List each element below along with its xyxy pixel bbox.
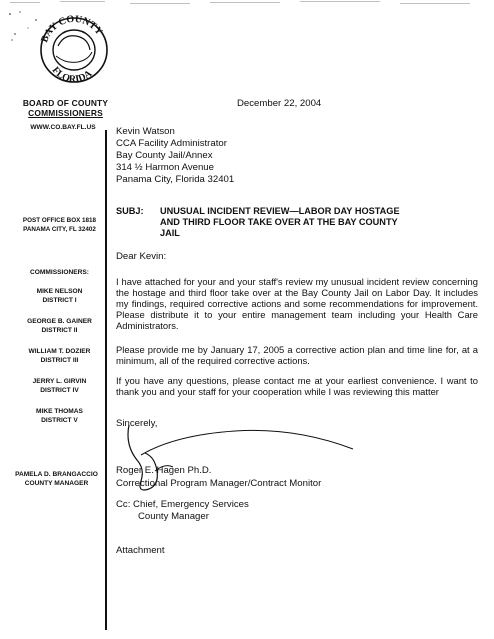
board-name-line2: COMMISSIONERS	[28, 108, 103, 118]
commissioner-name: MIKE NELSON	[36, 288, 83, 295]
subject-text	[160, 206, 494, 239]
commissioner-entry	[12, 347, 107, 365]
commissioner-district: DISTRICT III	[40, 357, 79, 364]
commissioner-entry	[12, 317, 107, 335]
commissioner-district: DISTRICT V	[41, 417, 78, 424]
commissioner-entry	[12, 407, 107, 425]
commissioner-district: DISTRICT IV	[40, 387, 79, 394]
county-manager-name: PAMELA D. BRANGACCIO	[15, 471, 98, 478]
commissioner-district: DISTRICT I	[42, 297, 77, 304]
salutation: Dear Kevin:	[116, 251, 167, 262]
closing: Sincerely,	[116, 418, 158, 429]
body-paragraph: I have attached for your and your staff's review my unusual incident review concerning the hostage and third floor take over at the Bay County Jail on Labor Day. It includes my findings, required corrective actions and some recommendations for improvement. Please distribute it to your entire management team including your Health Care Administrators.	[116, 276, 478, 331]
attachment-note: Attachment	[116, 545, 165, 556]
signer-title: Correctional Program Manager/Contract Monitor	[116, 478, 322, 489]
cc-block	[116, 499, 249, 523]
recipient-address	[116, 126, 234, 186]
county-manager-block	[8, 470, 105, 488]
commissioner-name: GEORGE B. GAINER	[27, 318, 92, 325]
subject-line: UNUSUAL INCIDENT REVIEW—LABOR DAY HOSTAGE	[160, 206, 400, 216]
website-link[interactable]: WWW.CO.BAY.FL.US	[30, 124, 96, 131]
body-paragraph: If you have any questions, please contact me at your earliest convenience. I want to thank you and your staff for your cooperation while I was reviewing this matter	[116, 375, 478, 397]
recipient-line: Kevin Watson	[116, 126, 175, 137]
letter-date: December 22, 2004	[237, 98, 322, 109]
commissioner-name: WILLIAM T. DOZIER	[28, 348, 91, 355]
cc-line: County Manager	[138, 511, 209, 522]
recipient-line: 314 ½ Harmon Avenue	[116, 162, 214, 173]
body-paragraph: Please provide me by January 17, 2005 a corrective action plan and time line for, at a minimum, all of the required corrective actions.	[116, 344, 478, 366]
subject-line: JAIL	[160, 228, 180, 238]
signer-name: Roger E. Hagen Ph.D.	[116, 465, 212, 476]
recipient-line: Bay County Jail/Annex	[116, 150, 213, 161]
seal-text-top: BAY COUNTY	[39, 13, 105, 45]
signature-block	[116, 464, 321, 490]
svg-text:FLORIDA	[50, 65, 95, 85]
board-name-line1: BOARD OF COUNTY	[22, 98, 109, 108]
seal-text-bottom: FLORIDA	[49, 64, 95, 86]
county-seal-logo	[6, 6, 118, 92]
commissioners-list	[12, 268, 107, 437]
letterhead-divider	[105, 130, 107, 630]
board-name	[18, 98, 113, 118]
recipient-line: Panama City, Florida 32401	[116, 174, 235, 185]
handwritten-signature	[115, 405, 365, 505]
po-city-line: PANAMA CITY, FL 32402	[23, 226, 96, 233]
cc-line: Cc: Chief, Emergency Services	[116, 499, 249, 510]
recipient-line: CCA Facility Administrator	[116, 138, 227, 149]
commissioner-district: DISTRICT II	[41, 327, 78, 334]
po-box-line: POST OFFICE BOX 1818	[22, 217, 97, 224]
commissioner-name: JERRY L. GIRVIN	[32, 378, 87, 385]
commissioner-entry	[12, 377, 107, 395]
commissioner-entry	[12, 287, 107, 305]
subject-label: SUBJ:	[116, 206, 144, 216]
commissioner-name: MIKE THOMAS	[36, 408, 83, 415]
subject-block	[116, 206, 494, 242]
po-box-address	[14, 216, 105, 234]
county-manager-title: COUNTY MANAGER	[24, 480, 89, 487]
subject-line: AND THIRD FLOOR TAKE OVER AT THE BAY COUNTY	[160, 217, 398, 227]
commissioners-heading: COMMISSIONERS:	[30, 269, 89, 276]
